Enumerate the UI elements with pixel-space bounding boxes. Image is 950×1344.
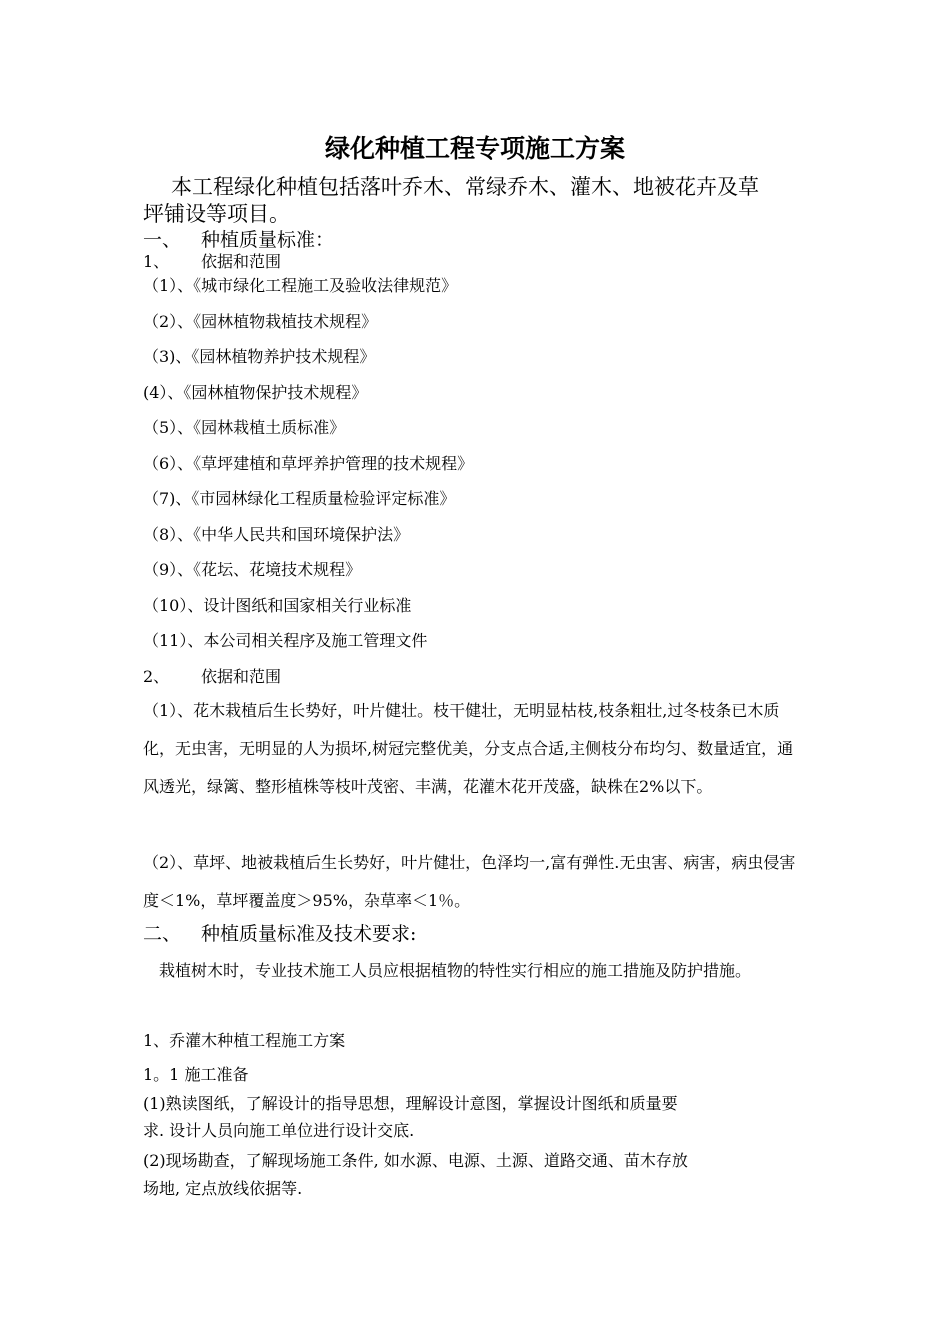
section-1-number: 一、	[143, 229, 182, 251]
preparation-2-line-1: (2)现场勘查，了解现场施工条件, 如水源、电源、土源、道路交通、苗木存放	[143, 1151, 688, 1170]
section-2-paragraph: 栽植树木时，专业技术施工人员应根据植物的特性实行相应的施工措施及防护措施。	[159, 961, 752, 980]
section-1-heading	[143, 228, 808, 252]
reference-item: （8）、《中华人民共和国环境保护法》	[143, 525, 410, 544]
reference-item: （2）、《园林植物栽植技术规程》	[143, 312, 378, 331]
reference-item: （7)、《市园林绿化工程质量检验评定标准》	[143, 489, 456, 508]
reference-item: （6）、《草坪建植和草坪养护管理的技术规程》	[143, 454, 474, 473]
reference-item: (4）、《园林植物保护技术规程》	[143, 383, 368, 402]
requirement-1-paragraph: （1）、花木栽植后生长势好，叶片健壮。枝干健壮，无明显枯枝,枝条粗壮,过冬枝条已木质化，无虫害，无明显的人为损坏,树冠完整优美，分支点合适,主侧枝分布均匀、数量适宜，通风透光，绿篱、整形植株等枝叶茂密、丰满，花灌木花开茂盛，缺株在2%以下。	[143, 701, 794, 796]
section-2-number: 二、	[143, 923, 182, 945]
section-2-text: 种植质量标准及技术要求:	[201, 923, 417, 945]
subsection-2-heading	[143, 666, 808, 688]
reference-item: （3)、《园林植物养护技术规程》	[143, 347, 376, 366]
reference-item: （11）、本公司相关程序及施工管理文件	[143, 631, 428, 650]
section-2-heading	[143, 922, 808, 946]
page-title: 绿化种植工程专项施工方案	[324, 134, 625, 163]
plan-subtitle: 1。1 施工准备	[143, 1065, 249, 1084]
reference-item: （9）、《花坛、花境技术规程》	[143, 560, 362, 579]
reference-item: （5）、《园林栽植土质标准》	[143, 418, 346, 437]
intro-line-2: 坪铺设等项目。	[143, 202, 290, 226]
preparation-2-line-2: 场地, 定点放线依据等.	[143, 1179, 303, 1198]
preparation-1-line-1: (1)熟读图纸，了解设计的指导思想，理解设计意图，掌握设计图纸和质量要	[143, 1094, 678, 1113]
subsection-2-text: 依据和范围	[201, 667, 282, 686]
preparation-1-line-2: 求. 设计人员向施工单位进行设计交底.	[143, 1121, 415, 1140]
intro-line-1: 本工程绿化种植包括落叶乔木、常绿乔木、灌木、地被花卉及草	[171, 175, 759, 199]
reference-item: （1）、《城市绿化工程施工及验收法律规范》	[143, 276, 458, 295]
subsection-1-heading	[143, 251, 808, 273]
subsection-2-number: 2、	[143, 667, 170, 686]
reference-item: （10）、设计图纸和国家相关行业标准	[143, 596, 412, 615]
section-1-text: 种植质量标准：	[201, 229, 335, 251]
plan-title: 1、乔灌木种植工程施工方案	[143, 1031, 346, 1050]
subsection-1-number: 1、	[143, 252, 170, 271]
subsection-1-text: 依据和范围	[201, 252, 282, 271]
requirement-2-paragraph: （2）、草坪、地被栽植后生长势好，叶片健壮，色泽均一,富有弹性.无虫害、病害，病虫侵害度＜1%，草坪覆盖度＞95%，杂草率＜1％。	[143, 853, 796, 910]
